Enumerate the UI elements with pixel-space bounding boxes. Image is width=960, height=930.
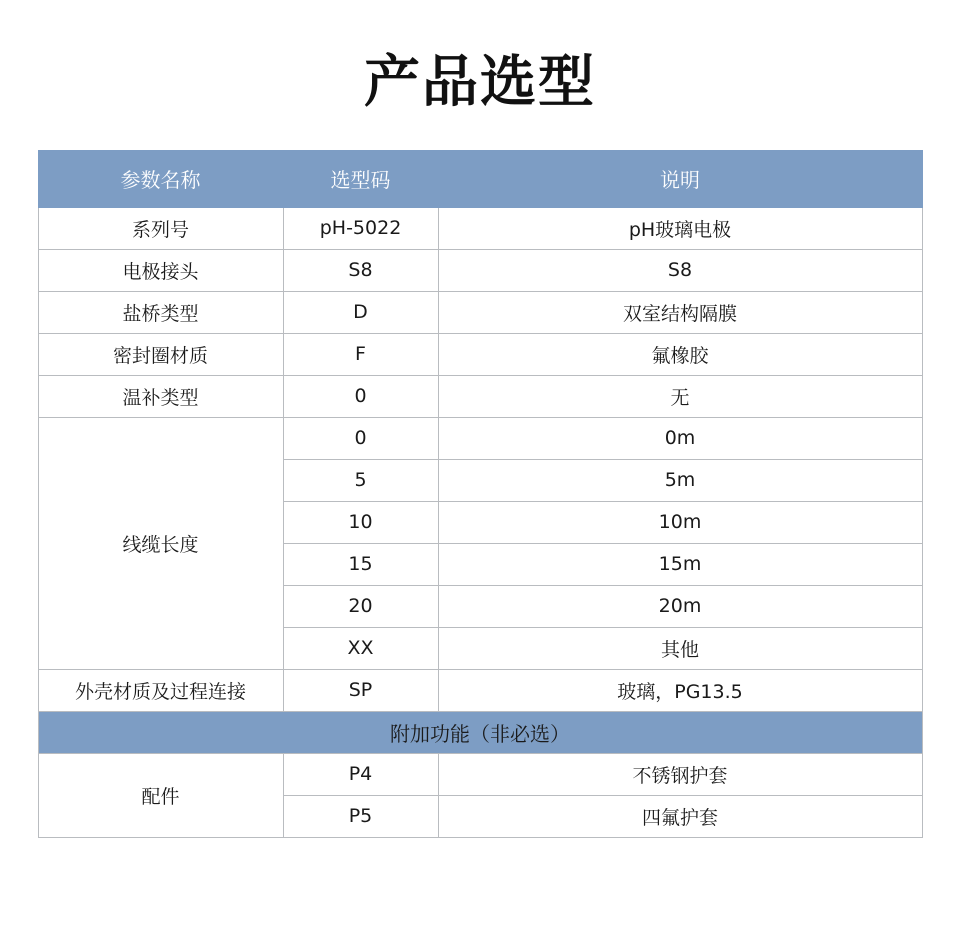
section-header-optional-functions: 附加功能（非必选） xyxy=(38,711,922,753)
row-description: 15m xyxy=(438,543,922,585)
page-title: 产品选型 xyxy=(364,50,596,115)
row-parameter-name-cable-length: 线缆长度 xyxy=(38,417,283,669)
row-description: 四氟护套 xyxy=(438,795,922,837)
row-code: P4 xyxy=(283,753,438,795)
row-parameter-name-accessory: 配件 xyxy=(38,753,283,837)
table-row xyxy=(38,291,922,333)
row-parameter-name: 盐桥类型 xyxy=(38,291,283,333)
table-row xyxy=(38,753,922,795)
row-description: 10m xyxy=(438,501,922,543)
row-description: 0m xyxy=(438,417,922,459)
row-parameter-name: 外壳材质及过程连接 xyxy=(38,669,283,711)
row-code: D xyxy=(283,291,438,333)
table-row xyxy=(38,207,922,249)
row-parameter-name: 密封圈材质 xyxy=(38,333,283,375)
row-code: 0 xyxy=(283,417,438,459)
row-description: 5m xyxy=(438,459,922,501)
row-code: 20 xyxy=(283,585,438,627)
column-header-code: 选型码 xyxy=(283,150,438,207)
row-description: 氟橡胶 xyxy=(438,333,922,375)
row-code: SP xyxy=(283,669,438,711)
table-header-row xyxy=(38,150,922,207)
row-code: 5 xyxy=(283,459,438,501)
row-code: S8 xyxy=(283,249,438,291)
row-code: pH-5022 xyxy=(283,207,438,249)
row-description: 不锈钢护套 xyxy=(438,753,922,795)
row-description: 20m xyxy=(438,585,922,627)
row-code: 10 xyxy=(283,501,438,543)
row-code: XX xyxy=(283,627,438,669)
row-description: pH玻璃电极 xyxy=(438,207,922,249)
row-description: 双室结构隔膜 xyxy=(438,291,922,333)
product-selection-table xyxy=(38,150,923,838)
row-code: P5 xyxy=(283,795,438,837)
row-code: F xyxy=(283,333,438,375)
row-code: 15 xyxy=(283,543,438,585)
row-description: 其他 xyxy=(438,627,922,669)
row-description: 玻璃，PG13.5 xyxy=(438,669,922,711)
row-description: S8 xyxy=(438,249,922,291)
table-row xyxy=(38,333,922,375)
column-header-parameter: 参数名称 xyxy=(38,150,283,207)
table-row xyxy=(38,249,922,291)
row-parameter-name: 温补类型 xyxy=(38,375,283,417)
table-row xyxy=(38,375,922,417)
row-parameter-name: 系列号 xyxy=(38,207,283,249)
table-row xyxy=(38,669,922,711)
column-header-description: 说明 xyxy=(438,150,922,207)
table-row xyxy=(38,417,922,459)
table-section-row xyxy=(38,711,922,753)
row-parameter-name: 电极接头 xyxy=(38,249,283,291)
row-description: 无 xyxy=(438,375,922,417)
row-code: 0 xyxy=(283,375,438,417)
